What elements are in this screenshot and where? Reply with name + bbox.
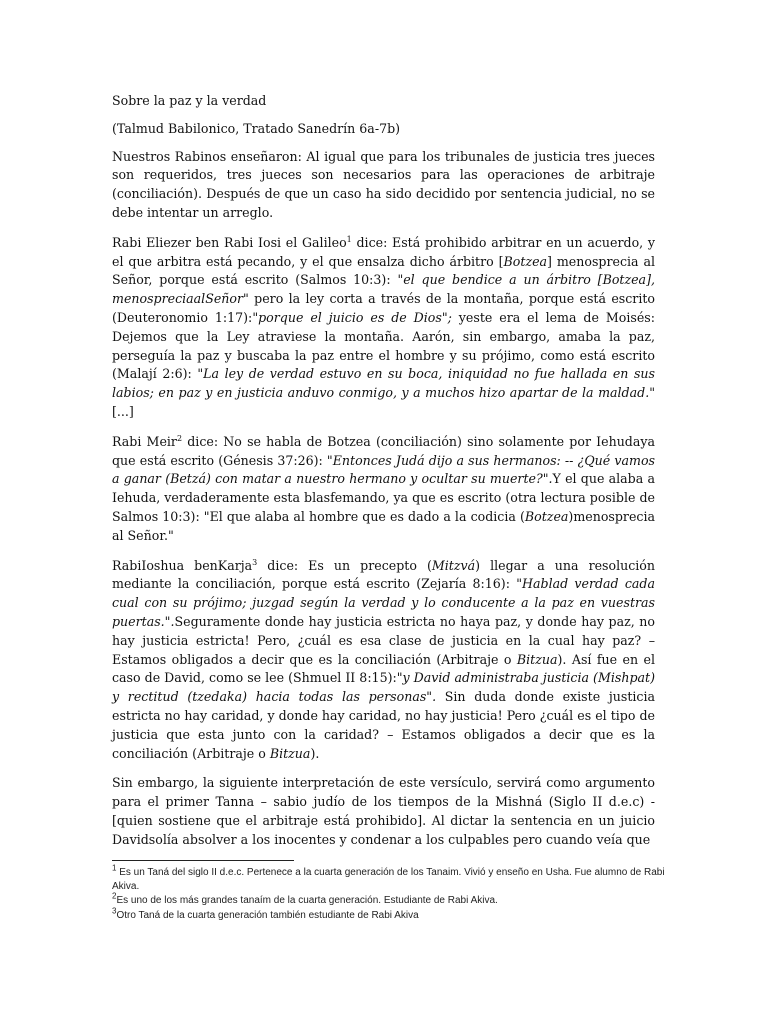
footnote-3 (112, 906, 672, 923)
text-run: dice: Está prohibido arbitrar en un acuerdo, y el que arbitra está pecando, y el que ensalza dicho árbitro [ (112, 234, 655, 269)
italic-run: Botzea (503, 253, 548, 269)
italic-run: "porque el juicio es de Dios"; (252, 309, 452, 325)
text-run: ] menosprecia al Señor, porque está escrito (Salmos 10:3): (112, 253, 655, 288)
document-title: Sobre la paz y la verdad (112, 93, 267, 108)
text-run: ). (310, 745, 320, 761)
text-run: Seguramente donde hay justicia estricta no haya paz, y donde hay paz, no hay justicia estricta! Pero, ¿cuál es esa clase de justicia en la cual hay paz? –Estamos obligados a decir que es la conciliación (Arbitraje o (112, 613, 655, 667)
text-run: Rabi Meir (112, 433, 177, 449)
paragraph-4 (112, 557, 655, 764)
text-run: Sin duda donde existe justicia estricta no hay caridad, y donde hay caridad, no hay justicia! Pero ¿cuál es el tipo de justicia que esta junto con la caridad? – Estamos obligados a decir que es la conciliación (Arbitraje o (112, 689, 655, 761)
text-run: pero la ley corta a través de la montaña, porque está escrito (Deuteronomio 1:17): (112, 291, 655, 325)
footnote-text: Es un Taná del siglo II d.e.c. Pertenece a la cuarta generación de los Tanaim. Vivió y enseño en Usha. Fue alumno de Rabi Akiva. (112, 867, 665, 893)
text-run: RabiIoshua benKarja (112, 557, 253, 573)
italic-run: "Entonces Judá dijo a sus hermanos: -- ¿Qué vamos a ganar (Betzá) con matar a nuestro hermano y ocultar su muerte?". (112, 452, 655, 487)
footnote-1 (112, 863, 672, 894)
italic-run: "Hablad verdad cada cual con su prójimo; juzgad según la verdad y lo conducente a la paz en vuestras puertas.". (112, 576, 655, 629)
footnote-text: Es uno de los más grandes tanaím de la cuarta generación. Estudiante de Rabi Akiva. (116, 895, 498, 907)
text-run: [...] (112, 403, 134, 419)
footnote-mark: 1 (112, 863, 117, 873)
italic-run: Botzea (524, 508, 569, 524)
footnote-ref-2: 2 (176, 433, 183, 443)
text-run: yeste era el lema de Moisés: Dejemos que la Ley atraviese la montaña. Aarón, sin embargo, amaba la paz, perseguía la paz y buscaba la paz entre el hombre y su prójimo, como está escrito (Malají 2:6): (112, 309, 655, 382)
footnote-mark: 2 (112, 892, 117, 902)
italic-run: "La ley de verdad estuvo en su boca, iniquidad no fue hallada en sus labios; en paz y en justicia anduvo conmigo, y a muchos hizo apartar de la maldad." (112, 366, 656, 401)
document-source: (Talmud Babilonico, Tratado Sanedrín 6a-7b) (112, 120, 401, 136)
footnote-divider (112, 860, 294, 861)
italic-run: Bitzua (269, 745, 311, 761)
footnote-2 (112, 894, 672, 908)
text-run: dice: No se habla de Botzea (conciliación) sino solamente por Iehudaya que está escrito (Génesis 37:26): (112, 433, 655, 468)
paragraph-3 (112, 433, 655, 546)
italic-run: Mitzvá (431, 557, 476, 573)
italic-run: "el que bendice a un árbitro [Botzea], menospreciaalSeñor" (112, 272, 655, 307)
paragraph-2 (112, 234, 655, 422)
footnotes (112, 863, 672, 923)
text-run: ) llegar a una resolución mediante la conciliación, porque está escrito (Zejaría 8:16): (112, 557, 655, 592)
footnote-ref-3: 3 (252, 557, 258, 567)
italic-run: Bitzua (516, 651, 558, 667)
text-run: Rabi Eliezer ben Rabi Iosi el Galileo (112, 234, 347, 250)
text-run: Y el que alaba a Iehuda, verdaderamente esta blasfemando, ya que es escrito (otra lectura posible de Salmos 10:3): "El que alaba al hombre que es dado a la codicia ( (112, 471, 656, 524)
text-run: ). Así fue en el caso de David, como se lee (Shmuel II 8:15): (112, 651, 655, 686)
paragraph-5: Sin embargo, la siguiente interpretación de este versículo, servirá como argumento para el primer Tanna – sabio judío de los tiempos de la Mishná (Siglo II d.e.c) - [quien sostiene que el arbitraje está prohibido]. Al dictar la sentencia en un juicio Davidsolía absolver a los inocentes y condenar a los culpables pero cuando veía que (112, 775, 655, 847)
text-run: dice: Es un precepto ( (257, 557, 432, 573)
footnote-ref-1: 1 (346, 234, 352, 244)
footnote-mark: 3 (112, 906, 117, 916)
paragraph-1: Nuestros Rabinos enseñaron: Al igual que para los tribunales de justicia tres jueces son requeridos, tres jueces son necesarios para las operaciones de arbitraje (conciliación). Después de que un caso ha sido decidido por sentencia judicial, no se debe intentar un arreglo. (112, 148, 655, 220)
document-body (112, 92, 655, 860)
footnote-text: Otro Taná de la cuarta generación también estudiante de Rabi Akiva (116, 909, 419, 921)
text-run: )menosprecia al Señor." (112, 508, 655, 543)
italic-run: "y David administraba justicia (Mishpat) y rectitud (tzedaka) hacia todas las personas". (112, 670, 655, 705)
